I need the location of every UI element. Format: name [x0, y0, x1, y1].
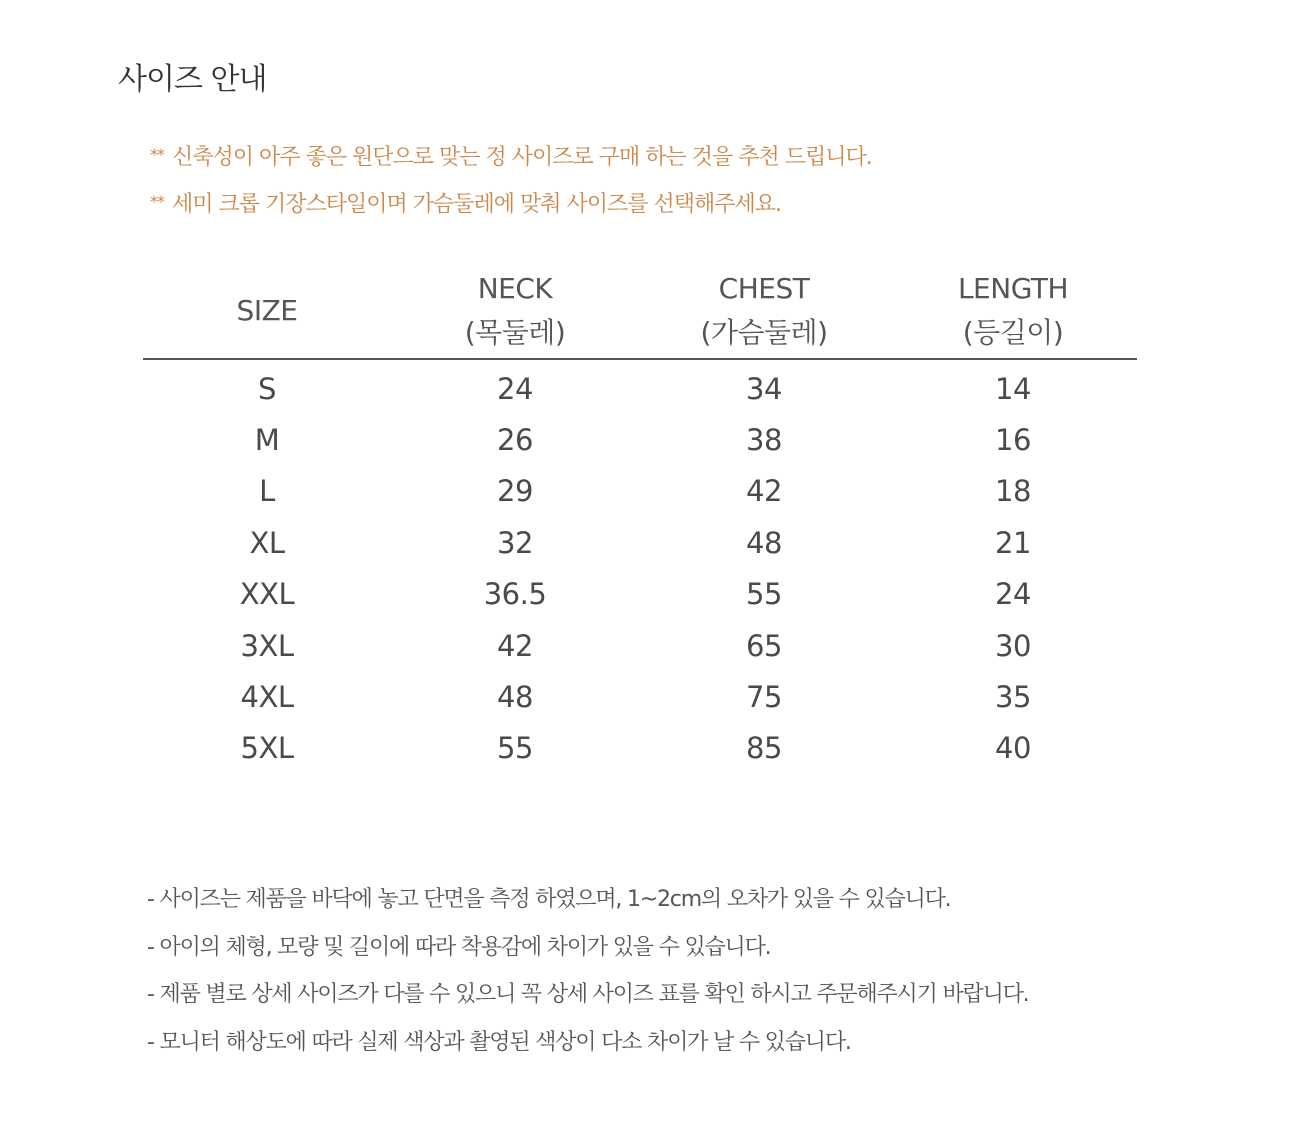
table-row — [143, 723, 1137, 774]
header-neck — [391, 264, 639, 358]
cell-length: 30 — [995, 628, 1031, 663]
cell-size: 5XL — [240, 731, 294, 766]
disclaimer-note: - 모니터 해상도에 따라 실제 색상과 촬영된 색상이 다소 차이가 날 수 있습니다. — [147, 1029, 851, 1055]
cell-chest: 48 — [746, 525, 782, 560]
cell-size: XL — [249, 525, 285, 560]
note-marker: ** — [150, 192, 164, 211]
header-label: NECK — [477, 272, 553, 305]
header-label: CHEST — [718, 272, 810, 305]
table-row — [143, 620, 1137, 671]
cell-size: 3XL — [240, 628, 294, 663]
header-size — [143, 264, 391, 358]
note-text: 신축성이 아주 좋은 원단으로 맞는 정 사이즈로 구매 하는 것을 추천 드립니다. — [172, 145, 872, 170]
header-label: SIZE — [236, 294, 298, 327]
cell-length: 18 — [995, 474, 1031, 509]
size-table-body — [143, 360, 1137, 774]
page-title: 사이즈 안내 — [118, 62, 267, 97]
cell-chest: 42 — [746, 474, 782, 509]
cell-neck: 55 — [497, 731, 533, 766]
table-row — [143, 517, 1137, 568]
size-table-header — [143, 264, 1137, 360]
cell-size: S — [258, 371, 276, 406]
cell-neck: 32 — [497, 525, 533, 560]
recommendation-notes — [150, 131, 872, 225]
size-table — [143, 264, 1137, 774]
cell-neck: 36.5 — [483, 577, 547, 612]
note-text: 세미 크롭 기장스타일이며 가슴둘레에 맞춰 사이즈를 선택해주세요. — [172, 192, 782, 217]
disclaimer-note: - 제품 별로 상세 사이즈가 다를 수 있으니 꼭 상세 사이즈 표를 확인 하시고 주문해주시기 바랍니다. — [147, 982, 1029, 1007]
cell-chest: 85 — [746, 731, 782, 766]
cell-length: 40 — [995, 731, 1031, 766]
header-sublabel: (목둘레) — [464, 316, 566, 349]
cell-size: XXL — [239, 577, 295, 612]
disclaimer-notes — [147, 876, 1028, 1066]
cell-size: L — [259, 474, 275, 509]
cell-length: 16 — [995, 423, 1031, 458]
table-row — [143, 569, 1137, 620]
cell-chest: 38 — [746, 423, 782, 458]
recommendation-note — [150, 178, 872, 225]
cell-chest: 75 — [746, 680, 782, 715]
header-sublabel: (가슴둘레) — [700, 316, 828, 349]
recommendation-note — [150, 131, 872, 178]
cell-neck: 24 — [497, 371, 533, 406]
cell-neck: 48 — [497, 680, 533, 715]
header-label: LENGTH — [957, 272, 1069, 305]
cell-length: 21 — [995, 525, 1031, 560]
cell-size: M — [254, 423, 280, 458]
cell-neck: 26 — [497, 423, 533, 458]
disclaimer-note: - 아이의 체형, 모량 및 길이에 따라 착용감에 차이가 있을 수 있습니다. — [147, 934, 771, 960]
header-chest — [639, 264, 889, 358]
cell-size: 4XL — [240, 680, 294, 715]
cell-chest: 34 — [746, 371, 782, 406]
cell-chest: 65 — [746, 628, 782, 663]
table-row — [143, 671, 1137, 722]
cell-neck: 29 — [497, 474, 533, 509]
cell-length: 14 — [995, 371, 1031, 406]
cell-chest: 55 — [746, 577, 782, 612]
disclaimer-note: - 사이즈는 제품을 바닥에 놓고 단면을 측정 하였으며, 1~2cm의 오차가 있을 수 있습니다. — [147, 887, 951, 912]
header-length — [889, 264, 1137, 358]
note-marker: ** — [150, 145, 164, 164]
cell-neck: 42 — [497, 628, 533, 663]
table-row — [143, 414, 1137, 465]
cell-length: 24 — [995, 577, 1031, 612]
table-row — [143, 363, 1137, 414]
header-sublabel: (등길이) — [962, 316, 1064, 349]
table-row — [143, 466, 1137, 517]
cell-length: 35 — [995, 680, 1031, 715]
